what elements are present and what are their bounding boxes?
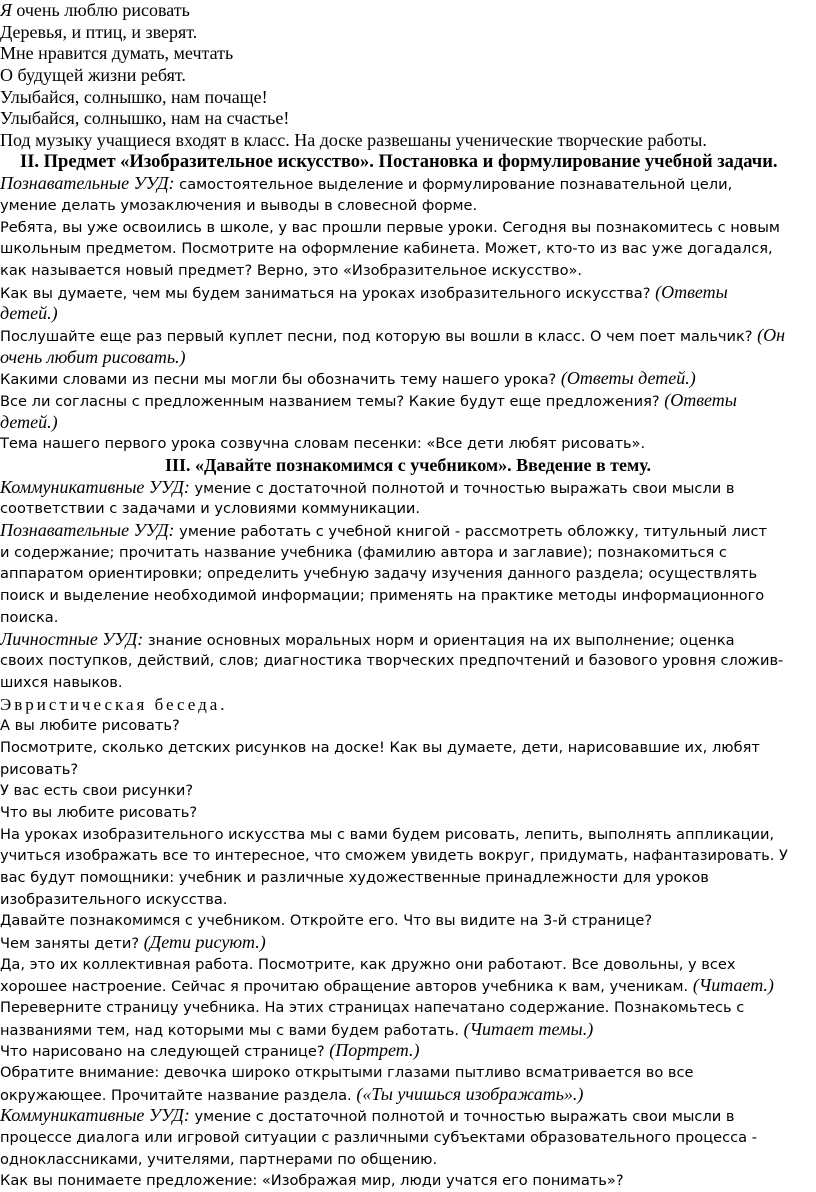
answer-hint: (Ответы	[664, 390, 737, 411]
answer-hint: (Портрет.)	[329, 1040, 420, 1061]
uud-label: Коммуникативные УУД:	[0, 1105, 190, 1126]
answer-hint: (Читает.)	[692, 975, 774, 996]
dialog-line: На уроках изобразительного искусства мы с вами будем рисовать, лепить, выполнять аппликации,	[0, 825, 775, 843]
answer-hint: (Дети рисуют.)	[143, 931, 266, 952]
poem-line	[0, 0, 816, 22]
question-text: Послушайте еще раз первый куплет песни, под которую вы вошли в класс. О чем поет мальчик?	[0, 328, 758, 346]
dialog-line: Как вы понимаете предложение: «Изображая мир, люди учатся его понимать»?	[0, 1172, 624, 1190]
uud-line	[0, 477, 816, 499]
uud-line: поиска.	[0, 608, 59, 626]
uud-text: самостоятельное выделение и формулирование познавательной цели,	[174, 176, 733, 194]
answer-hint: (Ответы детей.)	[560, 368, 696, 389]
dialog-line: Посмотрите, сколько детских рисунков на доске! Как вы думаете, дети, нарисовавшие их, любят	[0, 738, 760, 756]
dialog-line: Давайте познакомимся с учебником. Откройте его. Что вы видите на 3-й странице?	[0, 912, 653, 930]
section-heading: III. «Давайте познакомимся с учебником». Введение в тему.	[165, 455, 651, 476]
poem-line: Деревья, и птиц, и зверят.	[0, 21, 198, 42]
uud-text: знание основных моральных норм и ориентация на их выполнение; оценка	[143, 631, 735, 649]
uud-line: своих поступков, действий, слов; диагностика творческих предпочтений и базового уровня сложив-	[0, 652, 784, 670]
question-line	[0, 325, 816, 347]
uud-line	[0, 1105, 816, 1127]
answer-hint: детей.)	[0, 303, 58, 324]
dialog-line: Переверните страницу учебника. На этих страницах напечатано содержание. Познакомьтесь с	[0, 998, 745, 1016]
answer-hint: очень любит рисовать.)	[0, 346, 186, 367]
answer-hint: (Он	[757, 325, 786, 346]
uud-label: Коммуникативные УУД:	[0, 476, 190, 497]
dialog-line: вас будут помощники: учебник и различные художественные принадлежности для уроков	[0, 868, 709, 886]
poem-initial: Я	[0, 0, 12, 20]
dialog-line: изобразительного искусства.	[0, 890, 228, 908]
question-line	[0, 368, 816, 390]
uud-line: шихся навыков.	[0, 673, 123, 691]
dialog-text: окружающее. Прочитайте название раздела.	[0, 1086, 357, 1104]
dialog-text: Чем заняты дети?	[0, 934, 144, 952]
question-text: Все ли согласны с предложенным названием темы? Какие будут еще предложения?	[0, 393, 665, 411]
question-line	[0, 390, 816, 412]
uud-text: умение с достаточной полнотой и точностью выражать свои мысли в	[189, 1108, 735, 1126]
uud-line: поиск и выделение необходимой информации; применять на практике методы информационного	[0, 587, 765, 605]
uud-label: Познавательные УУД:	[0, 173, 175, 194]
paragraph-line: школьным предметом. Посмотрите на оформление кабинета. Может, кто-то из вас уже догадался,	[0, 240, 773, 258]
poem-line: Мне нравится думать, мечтать	[0, 43, 234, 64]
dialog-line	[0, 1019, 816, 1041]
dialog-line	[0, 1040, 816, 1062]
answer-hint: детей.)	[0, 411, 58, 432]
dialog-line: учиться изображать все то интересное, что сможем увидеть вокруг, придумать, нафантазировать. У	[0, 847, 788, 865]
poem-line: Улыбайся, солнышко, нам почаще!	[0, 86, 268, 107]
dialog-line: У вас есть свои рисунки?	[0, 782, 194, 800]
question-text: Как вы думаете, чем мы будем заниматься на уроках изобразительного искусства?	[0, 284, 656, 302]
uud-line: соответствии с задачами и условиями коммуникации.	[0, 500, 421, 518]
uud-line: умение делать умозаключения и выводы в словесной форме.	[0, 197, 478, 215]
uud-text: умение с достаточной полнотой и точностью выражать свои мысли в	[189, 479, 735, 497]
dialog-line	[0, 975, 816, 997]
dialog-line	[0, 932, 816, 954]
uud-label: Познавательные УУД:	[0, 520, 175, 541]
uud-line: одноклассниками, учителями, партнерами по общению.	[0, 1150, 438, 1168]
answer-hint: («Ты учишься изображать».)	[356, 1083, 584, 1104]
uud-line: процессе диалога или игровой ситуации с различными субъектами образовательного процесса -	[0, 1128, 758, 1146]
uud-line	[0, 520, 816, 542]
question-line	[0, 412, 816, 434]
uud-label: Личностные УУД:	[0, 628, 144, 649]
question-text: Какими словами из песни мы могли бы обозначить тему нашего урока?	[0, 371, 561, 389]
uud-line: и содержание; прочитать название учебника (фамилию автора и заглавие); познакомиться с	[0, 543, 727, 561]
subheading: Эвристическая беседа.	[0, 694, 228, 714]
uud-line	[0, 629, 816, 651]
dialog-line: рисовать?	[0, 760, 79, 778]
question-line	[0, 347, 816, 369]
uud-line	[0, 173, 816, 195]
poem-line: О будущей жизни ребят.	[0, 65, 186, 86]
dialog-line: Обратите внимание: девочка широко открытыми глазами пытливо всматривается во все	[0, 1063, 694, 1081]
dialog-line	[0, 1084, 816, 1106]
dialog-text: хорошее настроение. Сейчас я прочитаю обращение авторов учебника к вам, ученикам.	[0, 978, 693, 996]
answer-hint: (Читает темы.)	[463, 1018, 594, 1039]
poem-line: Улыбайся, солнышко, нам на счастье!	[0, 108, 290, 129]
uud-line: аппаратом ориентировки; определить учебную задачу изучения данного раздела; осуществлять	[0, 565, 758, 583]
paragraph-line: Ребята, вы уже освоились в школе, у вас прошли первые уроки. Сегодня вы познакомитесь с новым	[0, 218, 780, 236]
paragraph-line: Тема нашего первого урока созвучна словам песенки: «Все дети любят рисовать».	[0, 435, 646, 453]
question-line	[0, 303, 816, 325]
poem-text: очень люблю рисовать	[11, 0, 190, 20]
dialog-text: названиями тем, над которыми мы с вами будем работать.	[0, 1021, 464, 1039]
intro-paragraph: Под музыку учащиеся входят в класс. На доске развешаны ученические творческие работы.	[0, 130, 707, 151]
answer-hint: (Ответы	[655, 281, 728, 302]
question-line	[0, 282, 816, 304]
dialog-text: Что нарисовано на следующей странице?	[0, 1043, 330, 1061]
dialog-line: Что вы любите рисовать?	[0, 803, 198, 821]
uud-text: умение работать с учебной книгой - рассмотреть обложку, титульный лист	[174, 523, 768, 541]
dialog-line: Да, это их коллективная работа. Посмотрите, как дружно они работают. Все довольны, у всех	[0, 955, 736, 973]
section-heading: II. Предмет «Изобразительное искусство». Постановка и формулирование учебной задачи.	[20, 151, 778, 172]
paragraph-line: как называется новый предмет? Верно, это «Изобразительное искусство».	[0, 262, 583, 280]
dialog-line: А вы любите рисовать?	[0, 717, 180, 735]
